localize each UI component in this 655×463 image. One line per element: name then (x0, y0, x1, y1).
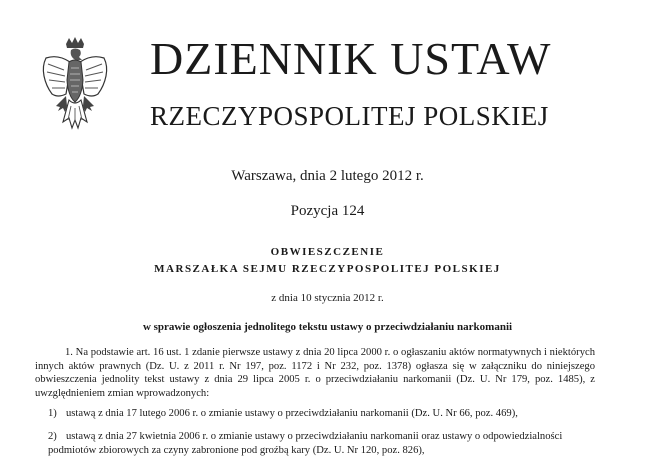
document-type: OBWIESZCZENIE (270, 246, 385, 258)
document-date: z dnia 10 stycznia 2012 r. (271, 292, 384, 304)
masthead-subtitle: RZECZYPOSPOLITEJ POLSKIEJ (150, 101, 549, 131)
list-item-number: 2) (48, 431, 57, 442)
body-paragraph: 1. Na podstawie art. 16 ust. 1 zdanie pierwsze ustawy z dnia 20 lipca 2000 r. o ogłaszaniu aktów normatywnych i niektórych innych aktów prawnych (Dz. U. z 2011 r. Nr 197, poz. 1172 i Nr 232, poz. 1378) ogłasza się w załączniku do niniejszego obwieszczenia jednolity tekst ustawy z dnia 29 lipca 2005 r. o przeciwdziałaniu narkomanii (Dz. U. Nr 179, poz. 1485), z uwzględnieniem zmian wprowadzonych: (35, 347, 595, 399)
list-item-number: 1) (48, 408, 57, 419)
list-item (48, 407, 598, 421)
masthead-title: DZIENNIK USTAW (150, 33, 552, 84)
list-item-text: ustawą z dnia 27 kwietnia 2006 r. o zmianie ustawy o przeciwdziałaniu narkomanii oraz ustawy o odpowiedzialności podmiotów zbiorowych za czyny zabronione pod groźbą kary (Dz. U. Nr 120, poz. 826), (48, 431, 563, 456)
list-item-text: ustawą z dnia 17 lutego 2006 r. o zmianie ustawy o przeciwdziałaniu narkomanii (Dz. U. Nr 66, poz. 469), (66, 408, 518, 419)
document-subject: w sprawie ogłoszenia jednolitego tekstu ustawy o przeciwdziałaniu narkomanii (142, 321, 513, 333)
polish-eagle-emblem-icon (38, 36, 112, 134)
position-number: Pozycja 124 (290, 203, 365, 219)
list-item (48, 430, 598, 457)
document-issuer: MARSZAŁKA SEJMU RZECZYPOSPOLITEJ POLSKIEJ (154, 263, 501, 275)
place-date: Warszawa, dnia 2 lutego 2012 r. (231, 168, 424, 184)
